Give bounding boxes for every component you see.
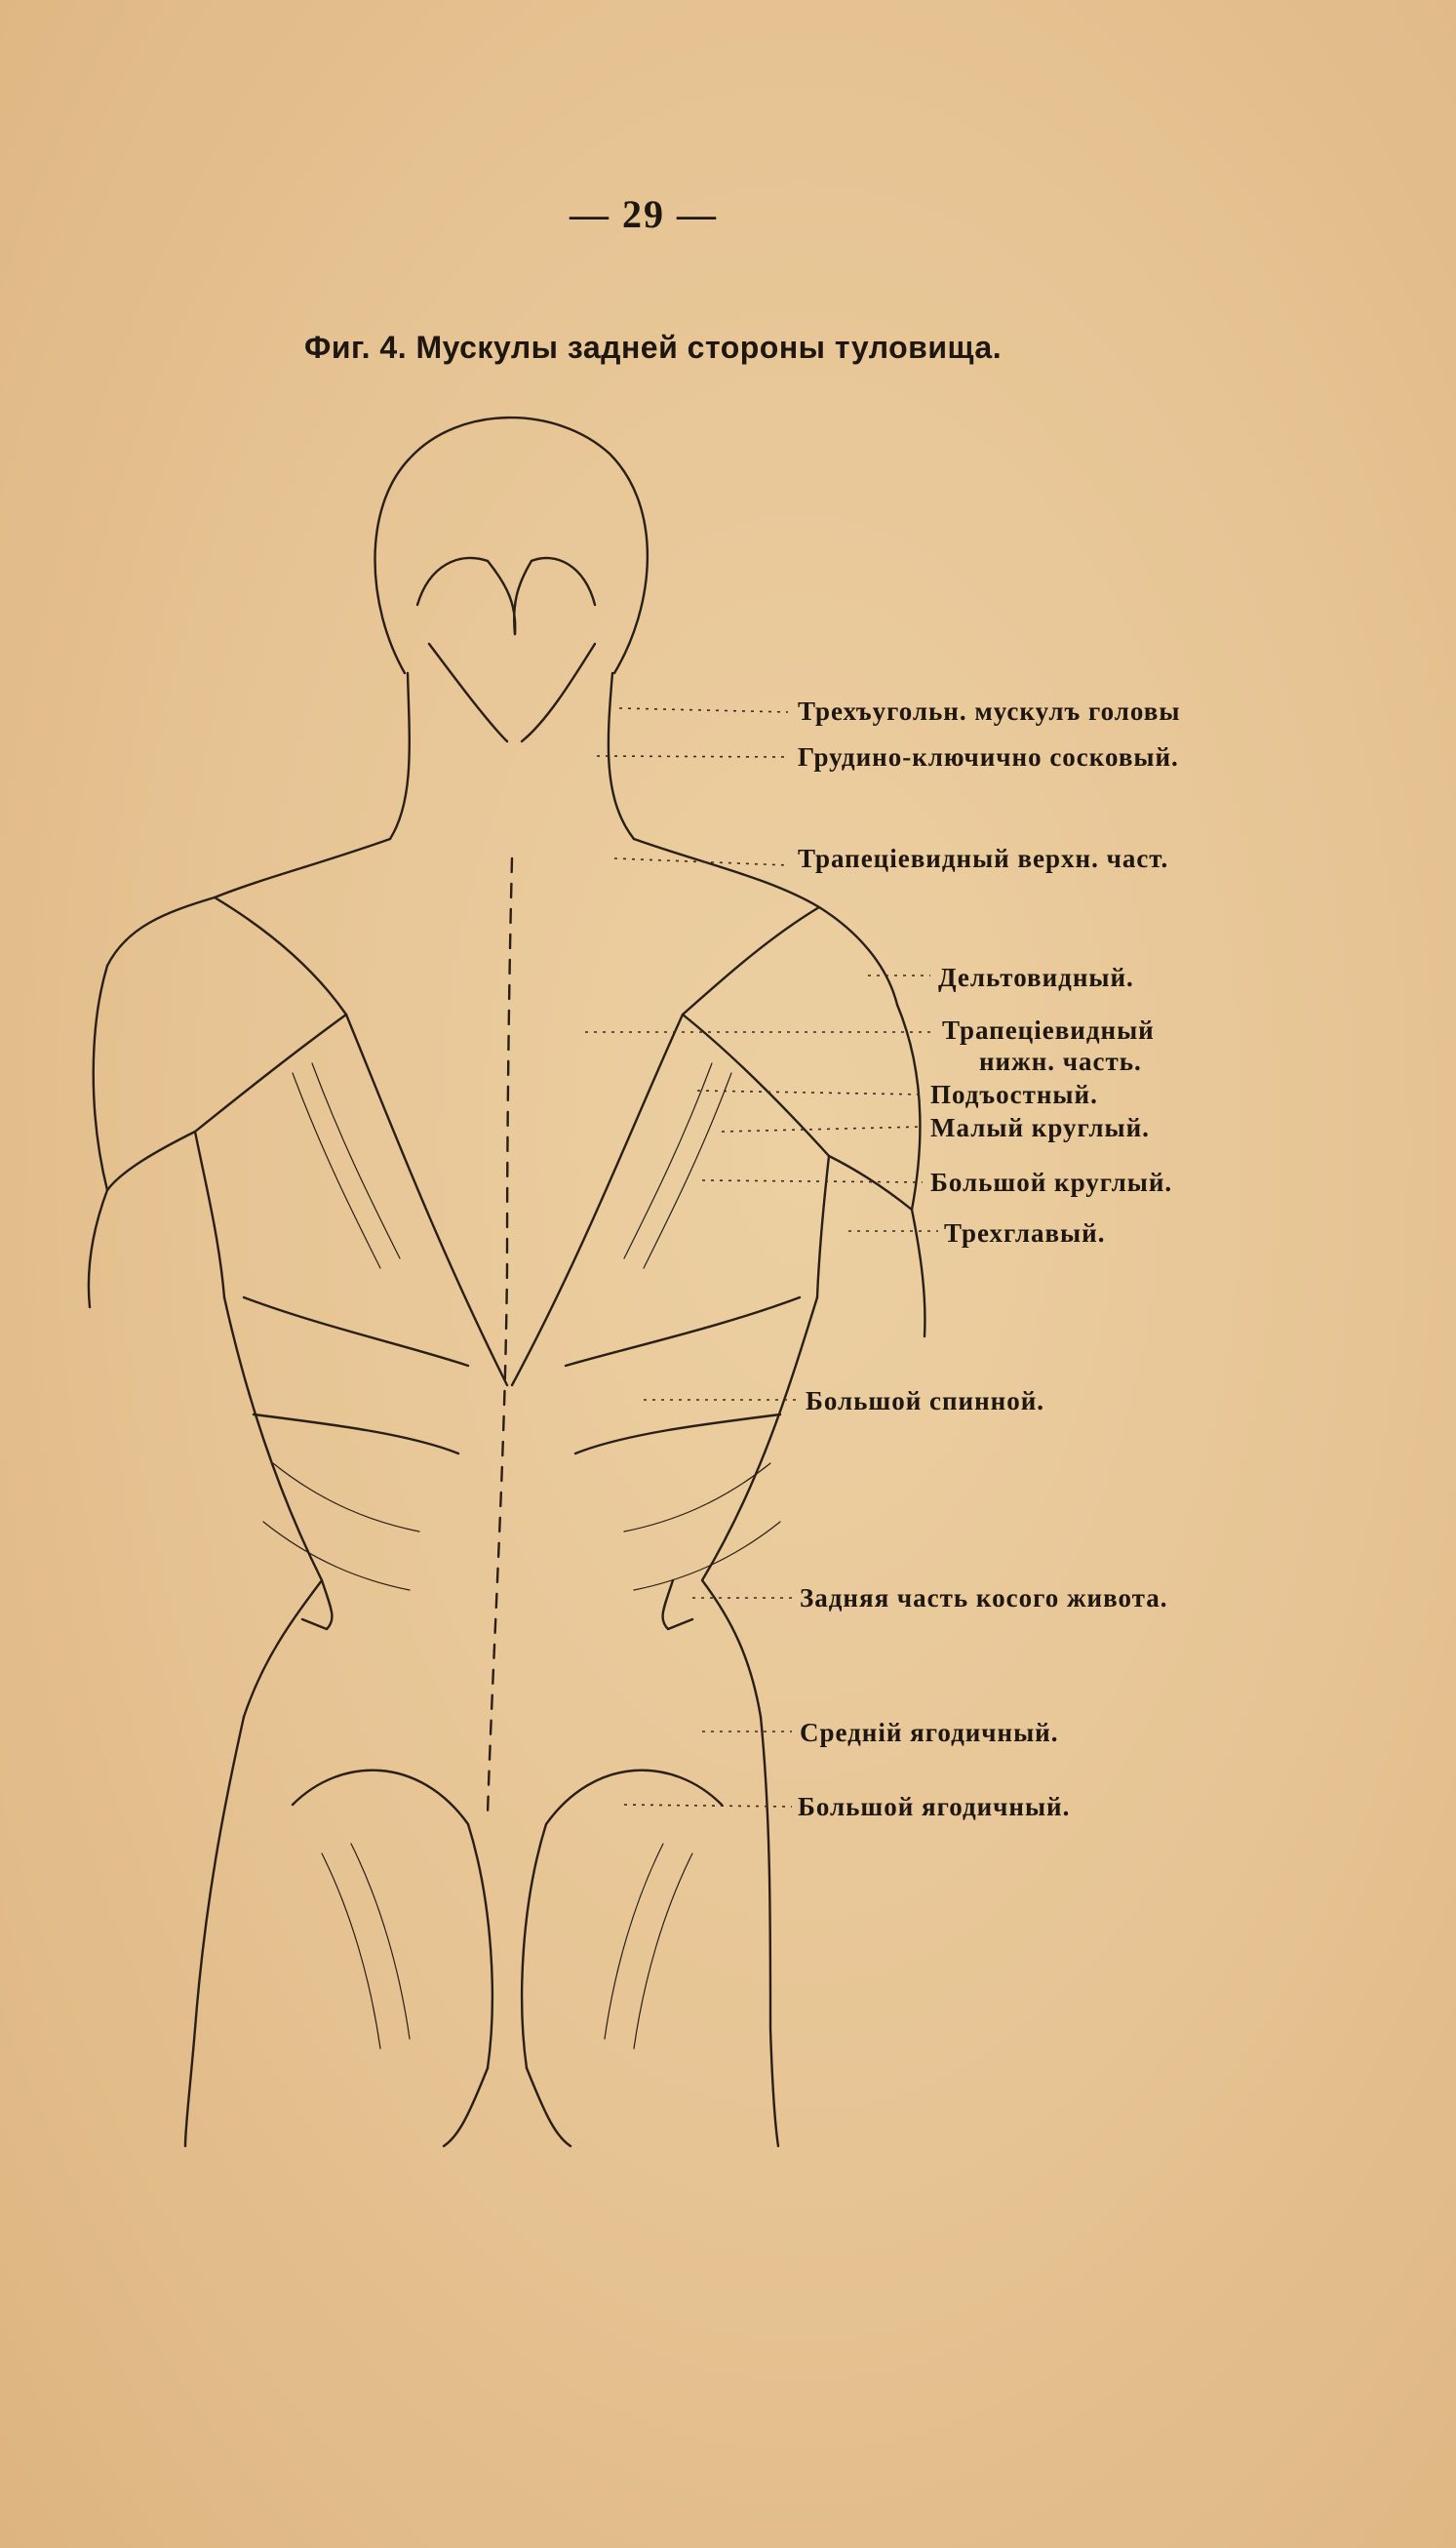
label-trapezius-head: Трехъугольн. мускулъ головы <box>798 697 1181 726</box>
label-sternocleidomastoid: Грудино-ключично сосковый. <box>798 742 1179 772</box>
label-latissimus: Большой спинной. <box>806 1386 1045 1415</box>
label-gluteus-maximus: Большой ягодичный. <box>798 1792 1071 1821</box>
figure-caption: Фиг. 4. Мускулы задней стороны туловища. <box>304 330 1003 365</box>
label-trapezius-lower-line2: нижн. часть. <box>979 1047 1142 1076</box>
label-infraspinatus: Подъостный. <box>930 1080 1098 1109</box>
label-teres-major: Большой круглый. <box>930 1168 1173 1197</box>
label-trapezius-lower <box>942 1015 1155 1077</box>
label-deltoid: Дельтовидный. <box>938 963 1134 992</box>
page-number: — 29 — <box>570 192 718 236</box>
label-trapezius-lower-line1: Трапецiевидный <box>942 1015 1155 1045</box>
label-teres-minor: Малый круглый. <box>930 1113 1150 1142</box>
label-oblique-posterior: Задняя часть косого живота. <box>800 1583 1168 1612</box>
label-trapezius-upper: Трапецiевидный верхн. част. <box>798 844 1169 873</box>
label-triceps: Трехглавый. <box>944 1218 1106 1248</box>
label-gluteus-medius: Среднiй ягодичный. <box>800 1718 1059 1747</box>
